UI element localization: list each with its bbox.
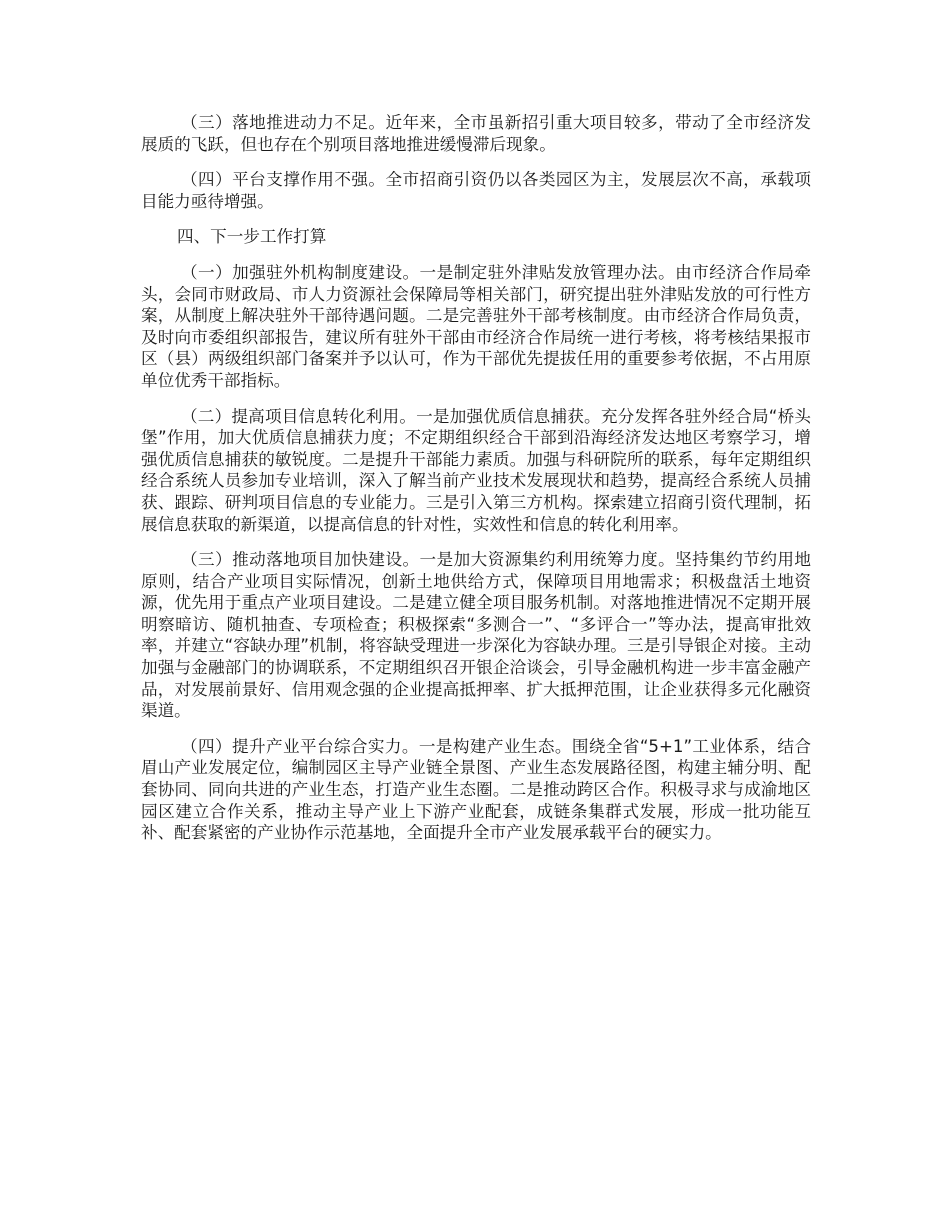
paragraph-plan-institution-building: （一）加强驻外机构制度建设。一是制定驻外津贴发放管理办法。由市经济合作局牵头，会同市财政局、市人力资源社会保障局等相关部门，研究提出驻外津贴发放的可行性方案，从制度上解决驻外干部待遇问题。二是完善驻外干部考核制度。由市经济合作局负责，及时向市委组织部报告，建议所有驻外干部由市经济合作局统一进行考核，将考核结果报市区（县）两级组织部门备案并予以认可，作为干部优先提拔任用的重要参考依据，不占用原单位优秀干部指标。: [141, 262, 811, 390]
paragraph-plan-project-information: （二）提高项目信息转化利用。一是加强优质信息捕获。充分发挥各驻外经合局“桥头堡”作用，加大优质信息捕获力度；不定期组织经合干部到沿海经济发达地区考察学习，增强优质信息捕获的敏锐度。二是提升干部能力素质。加强与科研院所的联系，每年定期组织经合系统人员参加专业培训，深入了解当前产业技术发展现状和趋势，提高经合系统人员捕获、跟踪、研判项目信息的专业能力。三是引入第三方机构。探索建立招商引资代理制，拓展信息获取的新渠道，以提高信息的针对性，实效性和信息的转化利用率。: [141, 406, 811, 534]
paragraph-platform-support: （四）平台支撑作用不强。全市招商引资仍以各类园区为主，发展层次不高，承载项目能力亟待增强。: [141, 170, 811, 211]
paragraph-plan-project-construction: （三）推动落地项目加快建设。一是加大资源集约利用统筹力度。坚持集约节约用地原则，结合产业项目实际情况，创新土地供给方式，保障项目用地需求；积极盘活土地资源，优先用于重点产业项目建设。二是建立健全项目服务机制。对落地推进情况不定期开展明察暗访、随机抽查、专项检查；积极探索“多测合一”、“多评合一”等办法，提高审批效率，并建立“容缺办理”机制，将容缺受理进一步深化为容缺办理。三是引导银企对接。主动加强与金融部门的协调联系，不定期组织召开银企洽谈会，引导金融机构进一步丰富金融产品，对发展前景好、信用观念强的企业提高抵押率、扩大抵押范围，让企业获得多元化融资渠道。: [141, 550, 811, 721]
paragraph-plan-industrial-platform: （四）提升产业平台综合实力。一是构建产业生态。围绕全省“5+1”工业体系，结合眉山产业发展定位，编制园区主导产业链全景图、产业生态发展路径图，构建主辅分明、配套协同、同向共进的产业生态，打造产业生态圈。二是推动跨区合作。积极寻求与成渝地区园区建立合作关系，推动主导产业上下游产业配套，成链条集群式发展，形成一批功能互补、配套紧密的产业协作示范基地，全面提升全市产业发展承载平台的硬实力。: [141, 736, 811, 843]
document-page: [141, 112, 811, 858]
paragraph-implementation-momentum: （三）落地推进动力不足。近年来，全市虽新招引重大项目较多，带动了全市经济发展质的飞跃，但也存在个别项目落地推进缓慢滞后现象。: [141, 113, 811, 154]
section-heading-next-steps: 四、下一步工作打算: [177, 227, 327, 247]
